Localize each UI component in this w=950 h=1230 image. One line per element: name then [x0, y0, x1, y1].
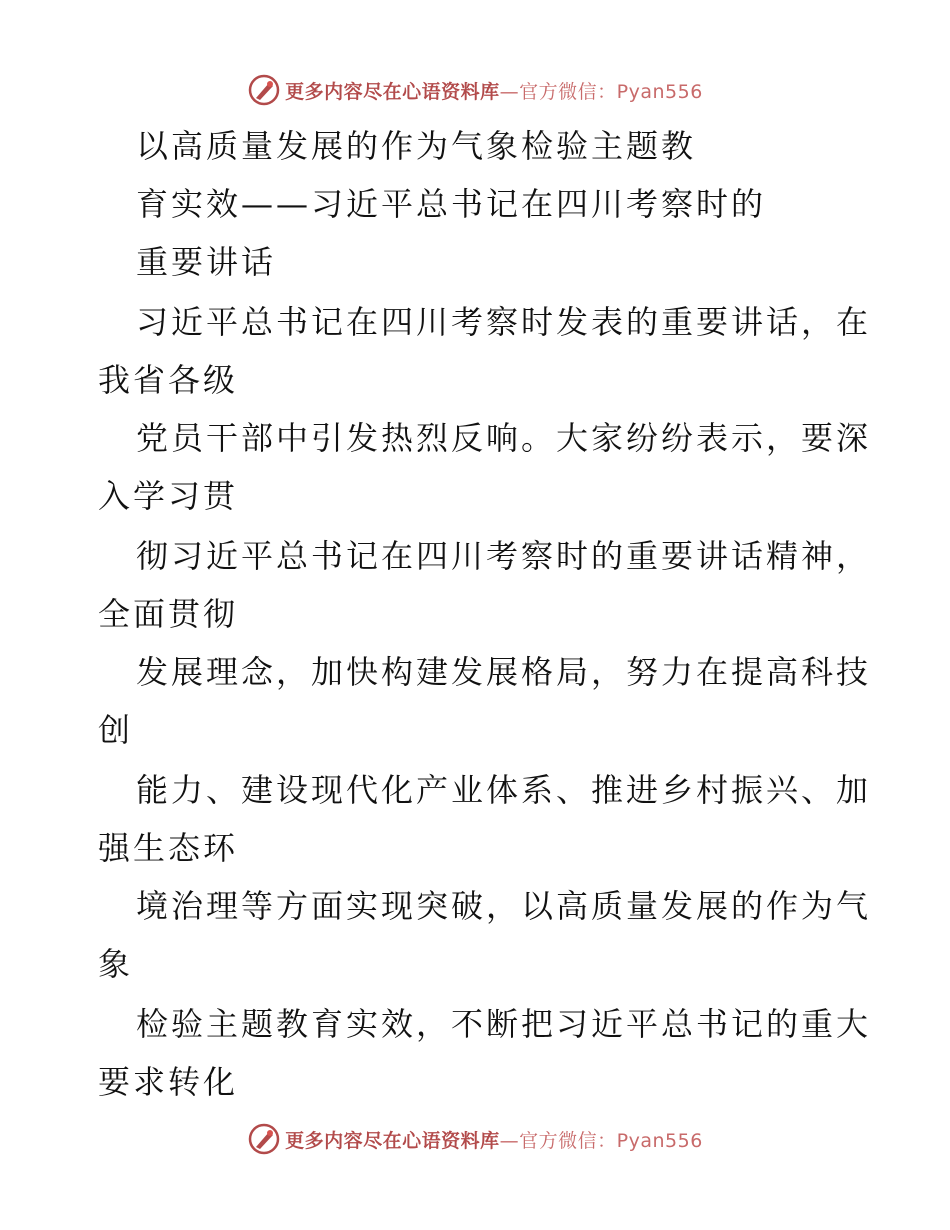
paragraph-line: 境治理等方面实现突破，以高质量发展的作为气	[136, 887, 872, 925]
title-line-3: 重要讲话	[136, 243, 277, 281]
banner-text	[285, 1126, 703, 1153]
paragraph-line: 党员干部中引发热烈反响。大家纷纷表示，要深	[136, 419, 872, 457]
paragraph-line: 象	[98, 945, 134, 983]
paragraph-line: 入学习贯	[98, 477, 239, 515]
paragraph-line: 彻习近平总书记在四川考察时的重要讲话精神，	[136, 537, 872, 575]
paragraph-line: 发展理念，加快构建发展格局，努力在提高科技	[136, 653, 872, 691]
title-line-2: 育实效——习近平总书记在四川考察时的	[136, 185, 767, 223]
paragraph-line: 强生态环	[98, 829, 239, 867]
header-banner	[0, 70, 950, 110]
paragraph-line: 要求转化	[98, 1063, 239, 1101]
banner-site-text: 更多内容尽在心语资料库	[285, 80, 500, 103]
footer-banner	[0, 1119, 950, 1159]
banner-text	[285, 77, 703, 104]
paragraph-line: 习近平总书记在四川考察时发表的重要讲话，在	[136, 303, 872, 341]
paragraph-line: 创	[98, 711, 134, 749]
pen-logo-icon	[247, 73, 281, 107]
paragraph-line: 能力、建设现代化产业体系、推进乡村振兴、加	[136, 771, 872, 809]
pen-logo-icon	[247, 1122, 281, 1156]
banner-contact-text: —官方微信：Pyan556	[499, 1129, 703, 1152]
banner-contact-text: —官方微信：Pyan556	[499, 80, 703, 103]
paragraph-line: 我省各级	[98, 361, 239, 399]
paragraph-line: 全面贯彻	[98, 595, 239, 633]
banner-site-text: 更多内容尽在心语资料库	[285, 1129, 500, 1152]
paragraph-line: 检验主题教育实效，不断把习近平总书记的重大	[136, 1005, 872, 1043]
title-line-1: 以高质量发展的作为气象检验主题教	[136, 127, 697, 165]
